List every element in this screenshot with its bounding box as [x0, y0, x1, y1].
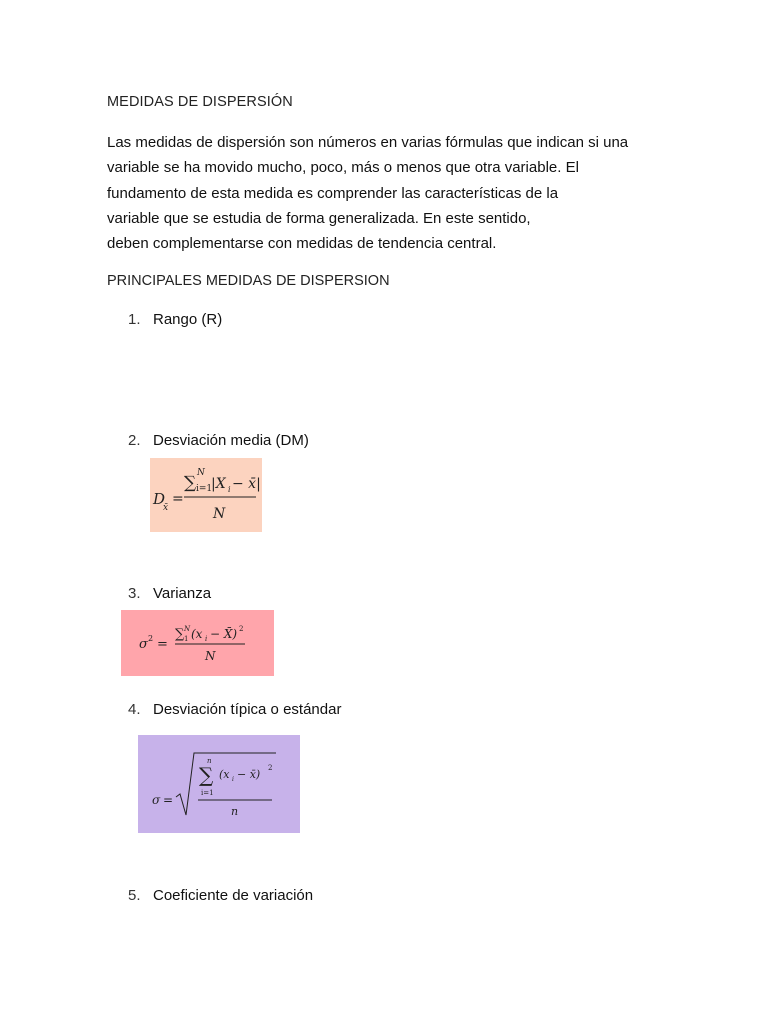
- list-item-coeficiente-variacion: [128, 887, 313, 904]
- intro-line: fundamento de esta medida es comprender las características de la: [107, 184, 559, 202]
- formula-glyph: 2: [268, 764, 273, 772]
- list-item-number: 5.: [128, 887, 141, 904]
- formula-glyph: − x̄): [237, 768, 261, 781]
- formula-glyph: i=1: [196, 484, 213, 494]
- formula-image: [121, 610, 274, 676]
- intro-paragraph: [107, 130, 687, 256]
- formula-glyph: σ: [152, 793, 161, 807]
- intro-line: variable que se estudia de forma generalizada. En este sentido,: [107, 209, 531, 227]
- formula-glyph: − X̄): [210, 627, 238, 641]
- formula-glyph: n: [231, 805, 239, 818]
- formula-glyph: i: [232, 776, 234, 783]
- formula-glyph: n: [207, 757, 212, 765]
- formula-glyph: 2: [239, 625, 244, 633]
- formula-glyph: =: [163, 793, 174, 807]
- formula-glyph: ∑: [184, 473, 197, 493]
- formula-glyph: N: [213, 506, 226, 522]
- formula-glyph: − x̄|: [232, 476, 261, 492]
- list-item-varianza: [128, 585, 211, 602]
- formula-glyph: D: [153, 490, 166, 508]
- list-item-label: Rango (R): [153, 311, 223, 328]
- formula-image: [138, 735, 300, 833]
- formula-desviacion-media: [150, 458, 262, 532]
- formula-glyph: i: [205, 635, 208, 643]
- formula-glyph: (x: [191, 627, 203, 641]
- formula-image: [150, 458, 262, 532]
- list-item-label: Desviación típica o estándar: [153, 701, 342, 718]
- section-subtitle: PRINCIPALES MEDIDAS DE DISPERSION: [107, 273, 390, 289]
- formula-glyph: (x: [219, 768, 230, 781]
- formula-background: [150, 458, 262, 532]
- intro-line: deben complementarse con medidas de tendencia central.: [107, 235, 497, 253]
- formula-glyph: =: [157, 637, 168, 652]
- formula-glyph: i: [228, 485, 231, 494]
- intro-line: Las medidas de dispersión son números en varias fórmulas que indican si una: [107, 134, 629, 151]
- formula-glyph: =: [172, 491, 184, 507]
- formula-glyph: σ: [139, 637, 148, 652]
- intro-line: variable se ha movido mucho, poco, más o menos que otra variable. El: [107, 159, 579, 177]
- list-item-label: Varianza: [153, 585, 212, 602]
- formula-glyph: |X: [211, 476, 226, 492]
- list-item-number: 2.: [128, 432, 141, 449]
- list-item-desviacion-tipica: [128, 701, 341, 718]
- formula-glyph: ∑: [175, 627, 185, 642]
- list-item-rango: [128, 311, 222, 328]
- formula-desviacion-tipica: [138, 735, 300, 833]
- page-title: MEDIDAS DE DISPERSIÓN: [107, 94, 293, 110]
- formula-background: [138, 735, 300, 833]
- formula-glyph: N: [197, 468, 205, 478]
- list-item-desviacion-media: [128, 432, 309, 449]
- formula-glyph: N: [205, 649, 216, 663]
- formula-glyph: i=1: [201, 789, 214, 797]
- formula-glyph: 1: [184, 635, 189, 643]
- list-item-number: 3.: [128, 585, 141, 602]
- formula-varianza: [121, 610, 274, 676]
- list-item-label: Coeficiente de variación: [153, 887, 314, 904]
- formula-glyph: x̄: [163, 503, 169, 513]
- list-item-number: 4.: [128, 701, 141, 718]
- formula-glyph: N: [184, 625, 191, 633]
- formula-glyph: 2: [148, 634, 154, 643]
- list-item-label: Desviación media (DM): [153, 432, 309, 449]
- list-item-number: 1.: [128, 311, 141, 328]
- formula-glyph: ∑: [199, 763, 214, 787]
